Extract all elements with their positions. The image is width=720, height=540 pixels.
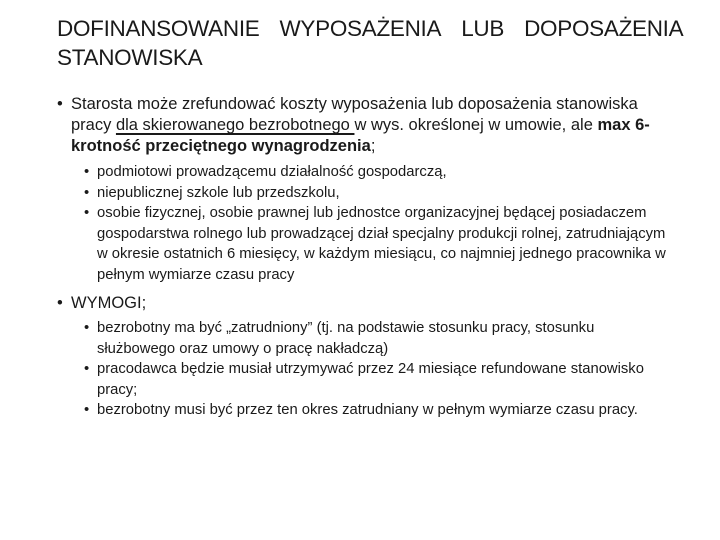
sub-bullet-item — [57, 183, 667, 204]
title-word: LUB — [461, 16, 505, 41]
sub-bullet-text: podmiotowi prowadzącemu działalność gospodarczą, — [97, 164, 447, 180]
refund-text-part: ; — [370, 137, 376, 155]
refund-text-part: Starosta może zrefundować koszty wyposażenia lub doposażenia stanowiska pracy — [71, 95, 638, 134]
sub-bullet-text: bezrobotny musi być przez ten okres zatrudniany w pełnym wymiarze czasu pracy. — [97, 402, 638, 418]
underlined-text: dla skierowanego bezrobotnego — [115, 116, 355, 134]
sub-bullet-item — [57, 318, 667, 359]
bullet-item-refund — [57, 94, 667, 157]
sub-bullet-item — [57, 359, 667, 400]
title-line-2: STANOWISKA — [57, 45, 203, 70]
sub-bullet-text: osobie fizycznej, osobie prawnej lub jednostce organizacyjnej będącej posiadaczem gospodarstwa rolnego lub prowadzącej dział specjalny produkcji rolnej, zatrudniającym w okresie ostatnich 6 miesięcy, w każdym miesiącu, co najmniej jednego pracownika w pełnym wymiarze czasu pracy — [97, 205, 666, 283]
bullet-icon: • — [84, 320, 90, 336]
bullet-icon: • — [84, 164, 90, 180]
sub-bullet-item — [57, 203, 667, 285]
title-word: WYPOSAŻENIA — [279, 16, 442, 41]
bold-text: max 6-krotność przeciętnego wynagrodzenia — [71, 116, 650, 155]
bullet-icon: • — [84, 402, 90, 418]
title-word: DOPOSAŻENIA — [524, 16, 684, 41]
bullet-icon: • — [84, 184, 90, 201]
slide-title — [57, 14, 697, 72]
title-word: DOFINANSOWANIE — [57, 16, 260, 41]
sub-bullet-text: niepublicznej szkole lub przedszkolu, — [97, 184, 340, 201]
sub-bullet-text: bezrobotny ma być „zatrudniony” (tj. na podstawie stosunku pracy, stosunku służbowego oraz umowy o pracę nakładczą) — [97, 320, 595, 357]
requirements-heading: WYMOGI; — [71, 294, 147, 312]
sub-bullet-item — [57, 400, 667, 421]
sub-bullet-item — [57, 162, 667, 183]
sub-bullet-text: pracodawca będzie musiał utrzymywać przez 24 miesiące refundowane stanowisko pracy; — [97, 361, 644, 398]
bullet-icon: • — [57, 294, 63, 312]
bullet-item-requirements — [57, 293, 667, 314]
bullet-icon: • — [84, 361, 90, 377]
slide-content — [57, 94, 667, 421]
refund-text-part: w wys. określonej w umowie, ale — [354, 116, 598, 134]
bullet-icon: • — [84, 205, 90, 221]
bullet-icon: • — [57, 95, 63, 113]
